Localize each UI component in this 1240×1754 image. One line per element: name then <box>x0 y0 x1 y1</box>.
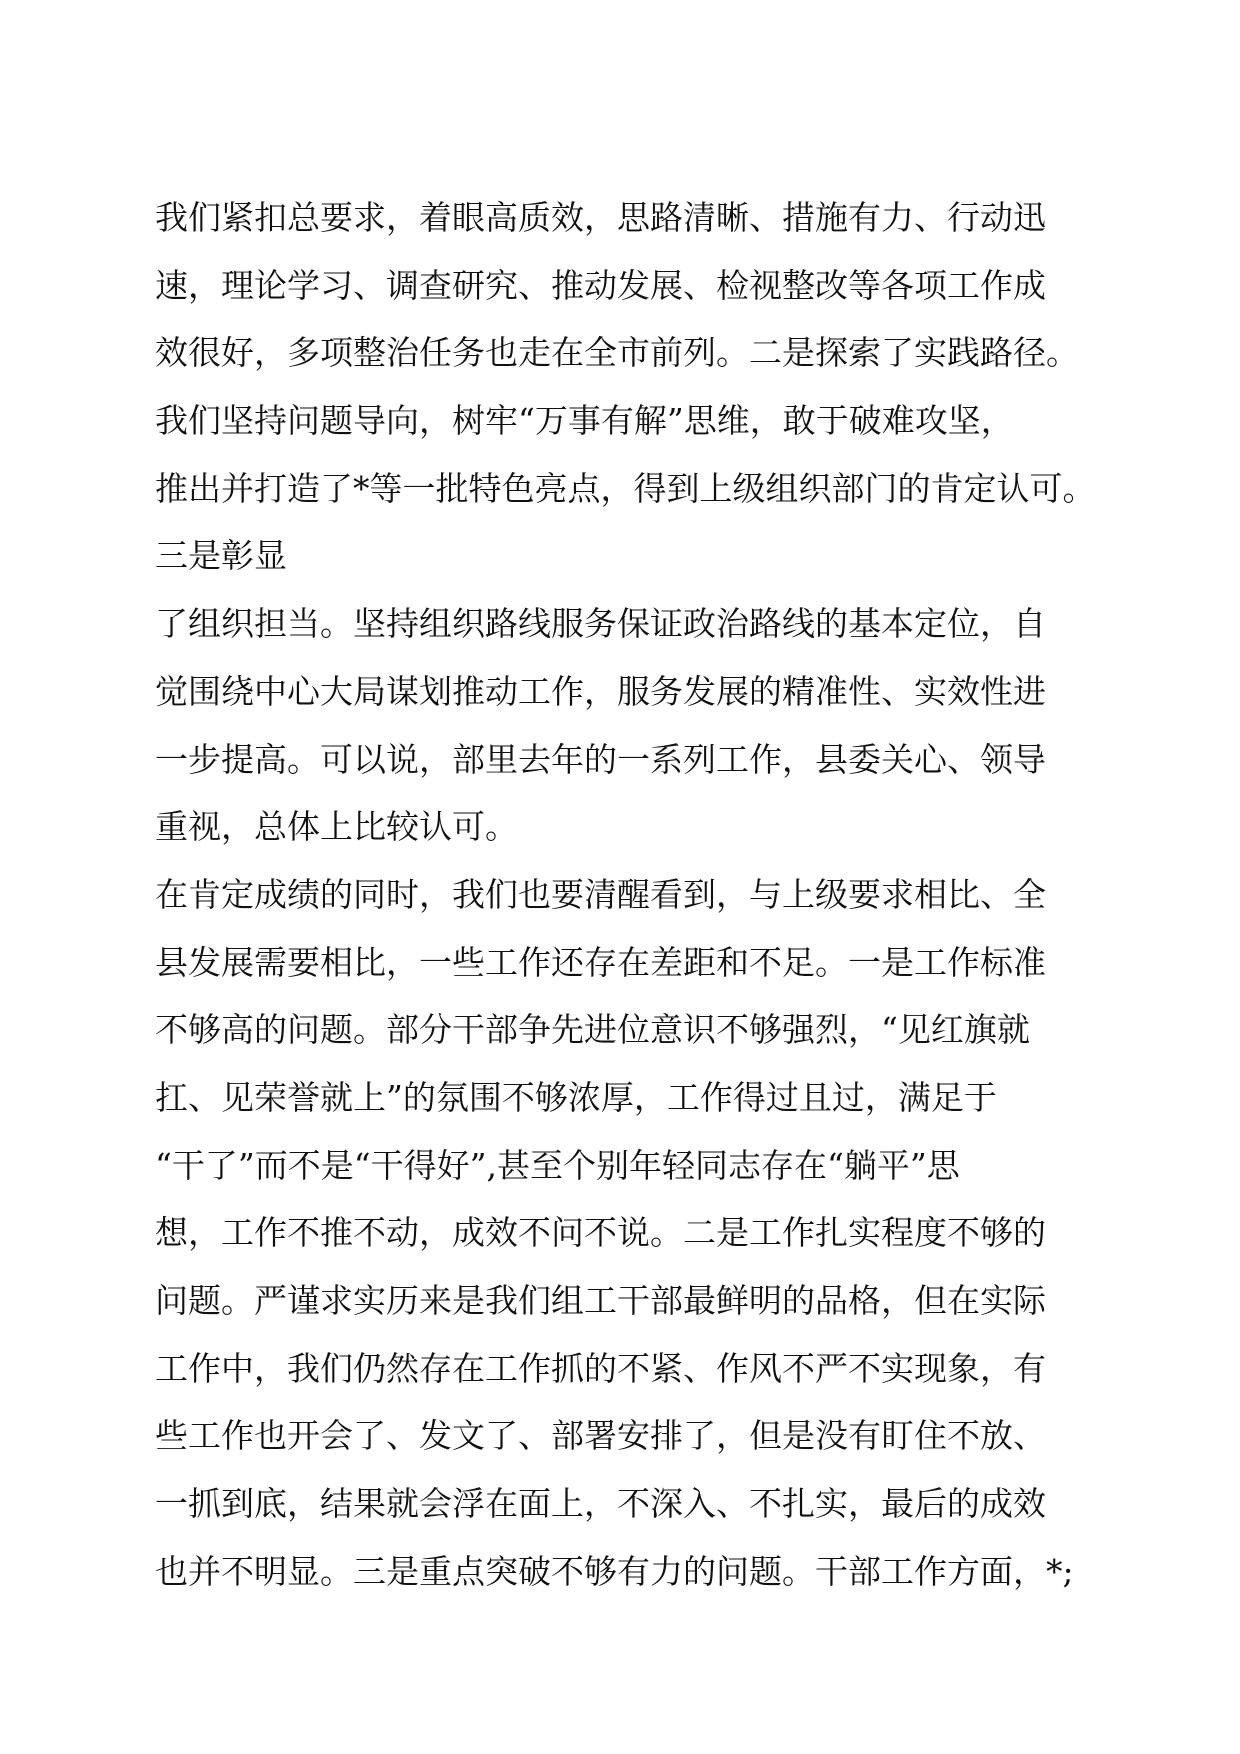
text-line: 重视，总体上比较认可。 <box>155 807 518 847</box>
text-line: 问题。严谨求实历来是我们组工干部最鲜明的品格，但在实际 <box>155 1281 1046 1320</box>
text-line: 想，工作不推不动，成效不问不说。二是工作扎实程度不够的 <box>155 1213 1046 1253</box>
text-line: 些工作也开会了、发文了、部署安排了，但是没有盯住不放、 <box>155 1416 1046 1456</box>
text-line: 不够高的问题。部分干部争先进位意识不够强烈，“见红旗就 <box>155 1010 1030 1050</box>
text-line: 在肯定成绩的同时，我们也要清醒看到，与上级要求相比、全 <box>155 874 1046 914</box>
text-line: 我们紧扣总要求，着眼高质效，思路清晰、措施有力、行动迅 <box>155 198 1046 237</box>
text-line: “干了”而不是“干得好”,甚至个别年轻同志存在“躺平”思 <box>155 1145 960 1185</box>
text-line: 扛、见荣誉就上”的氛围不够浓厚，工作得过且过，满足于 <box>155 1077 997 1117</box>
text-line: 工作中，我们仍然存在工作抓的不紧、作风不严不实现象，有 <box>155 1348 1046 1388</box>
text-line: 推出并打造了*等一批特色亮点，得到上级组织部门的肯定认可。 <box>155 468 1096 508</box>
body-text <box>155 184 1115 1605</box>
text-line: 也并不明显。三是重点突破不够有力的问题。干部工作方面，*; <box>155 1551 1074 1591</box>
text-line: 我们坚持问题导向，树牢“万事有解”思维，敢于破难攻坚， <box>155 401 1014 441</box>
text-line: 效很好，多项整治任务也走在全市前列。二是探索了实践路径。 <box>155 333 1079 373</box>
text-line: 一抓到底，结果就会浮在面上，不深入、不扎实，最后的成效 <box>155 1484 1046 1524</box>
text-line: 觉围绕中心大局谋划推动工作，服务发展的精准性、实效性进 <box>155 671 1046 711</box>
text-line: 县发展需要相比，一些工作还存在差距和不足。一是工作标准 <box>155 942 1046 982</box>
text-line: 一步提高。可以说，部里去年的一系列工作，县委关心、领导 <box>155 739 1046 779</box>
text-line: 速，理论学习、调查研究、推动发展、检视整改等各项工作成 <box>155 265 1046 305</box>
text-line: 了组织担当。坚持组织路线服务保证政治路线的基本定位，自 <box>155 604 1046 644</box>
text-line: 三是彰显 <box>155 536 287 576</box>
